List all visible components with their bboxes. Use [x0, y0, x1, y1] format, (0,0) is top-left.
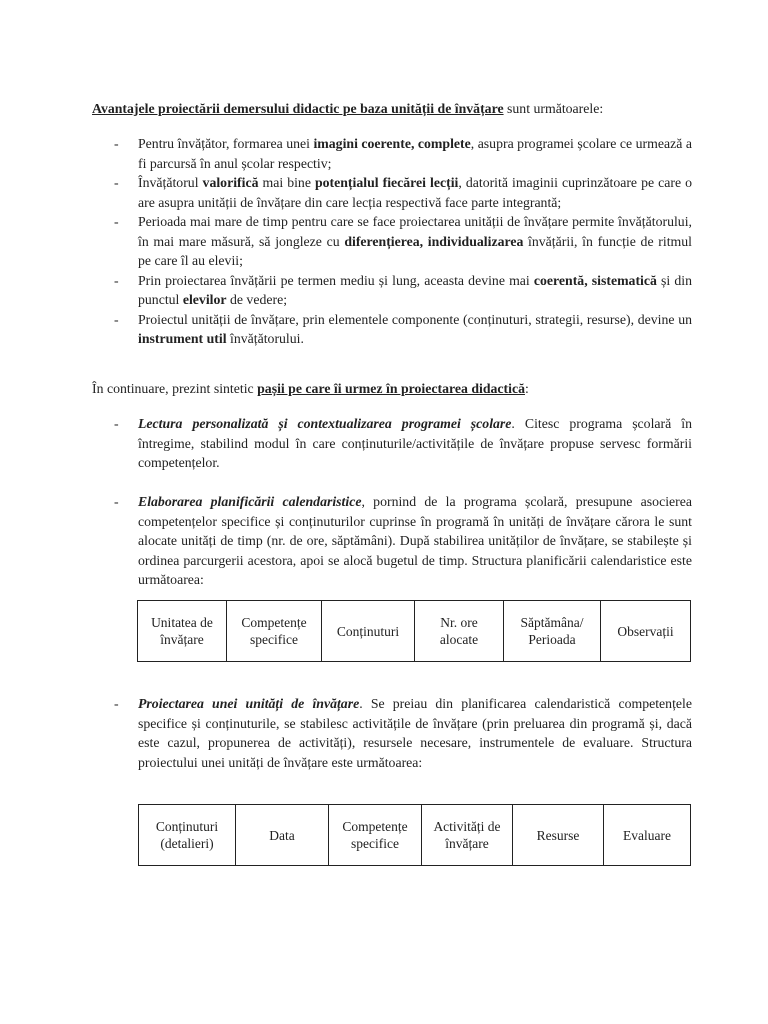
list-item: - Elaborarea planificării calendaristice, pornind de la programa școlară, presupune asocierea competențelor specifice și conținuturilor cuprinse în programă în unități de învățare cărora le sunt alocate unități de timp (nr. de ore, săptămâni). După stabilirea unităților de învățare, se stabilește și ordinea parcurgerii acestora, apoi se alocă bugetul de timp. Structura planificării calendaristice este următoarea: [114, 494, 692, 587]
list-dash: - [114, 272, 119, 288]
table-header-cell: Observații [601, 601, 691, 662]
step-title: Proiectarea unei unități de învățare [138, 696, 360, 711]
list-dash: - [114, 696, 119, 711]
list-item: - Proiectarea unei unități de învățare. Se preiau din planificarea calendaristică competențele specifice și conținuturile, se stabilesc activitățile de învățare (prin preluarea din programă și, dacă este cazul, propunerea de activități), resursele necesare, instrumentele de evaluare. Structura proiectului unei unități de învățare este următoarea: [114, 696, 692, 770]
steps-list-a [92, 414, 692, 609]
table-header-cell: Săptămâna/ Perioada [504, 601, 601, 662]
list-dash: - [114, 214, 119, 229]
table-header-cell: Conținuturi (detalieri) [139, 805, 236, 866]
table-header-cell: Conținuturi [322, 601, 415, 662]
intro-heading: Avantajele proiectării demersului didactic pe baza unității de învățare [92, 101, 504, 116]
table-header-cell: Activități de învățare [422, 805, 513, 866]
list-item: - Lectura personalizată și contextualizarea programei școlare. Citesc programa școlară în întregime, stabilind modul în care conținuturile/activitățile de învățare propuse servesc formării competențelor. [114, 416, 692, 470]
continuation-paragraph: În continuare, prezint sintetic pașii pe care îi urmez în proiectarea didactică: [92, 381, 529, 396]
unit-project-table [138, 804, 691, 866]
list-item: - Pentru învățător, formarea unei imagini coerente, complete, asupra programei școlare ce urmează a fi parcursă în anul școlar respectiv; [114, 136, 692, 171]
list-dash: - [114, 175, 119, 190]
list-dash: - [114, 311, 119, 327]
step-title: Lectura personalizată și contextualizarea programei școlare [138, 416, 512, 431]
step-title: Elaborarea planificării calendaristice [138, 494, 362, 509]
steps-heading: pașii pe care îi urmez în proiectarea didactică [257, 381, 525, 396]
table-header-cell: Resurse [513, 805, 604, 866]
steps-list-b [92, 694, 692, 772]
intro-paragraph [92, 99, 692, 119]
intro-rest: sunt următoarele: [503, 101, 604, 116]
advantages-list [92, 134, 692, 349]
table-row [138, 601, 691, 662]
list-dash: - [114, 416, 119, 431]
list-item: - Proiectul unității de învățare, prin elementele componente (conținuturi, strategii, resurse), devine un instrument util învățătorului. [114, 311, 692, 346]
table-header-cell: Competențe specifice [227, 601, 322, 662]
table-header-cell: Competențe specifice [329, 805, 422, 866]
table-header-cell: Evaluare [604, 805, 691, 866]
table-header-cell: Nr. ore alocate [415, 601, 504, 662]
list-dash: - [114, 494, 119, 509]
list-item: - Perioada mai mare de timp pentru care se face proiectarea unității de învățare permite învățătorului, în mai mare măsură, să jongleze cu diferențierea, individualizarea învățării, în funcție de ritmul pe care îl au elevii; [114, 214, 692, 268]
list-item: - Prin proiectarea învățării pe termen mediu și lung, aceasta devine mai coerentă, sistematică și din punctul elevilor de vedere; [114, 272, 692, 307]
table-row [139, 805, 691, 866]
list-item: - Învățătorul valorifică mai bine potențialul fiecărei lecții, datorită imaginii cuprinzătoare pe care o are asupra unității de învățare din care lecția respectivă face parte integrantă; [114, 175, 692, 210]
planning-table [137, 600, 691, 662]
list-dash: - [114, 136, 119, 151]
table-header-cell: Unitatea de învățare [138, 601, 227, 662]
table-header-cell: Data [236, 805, 329, 866]
